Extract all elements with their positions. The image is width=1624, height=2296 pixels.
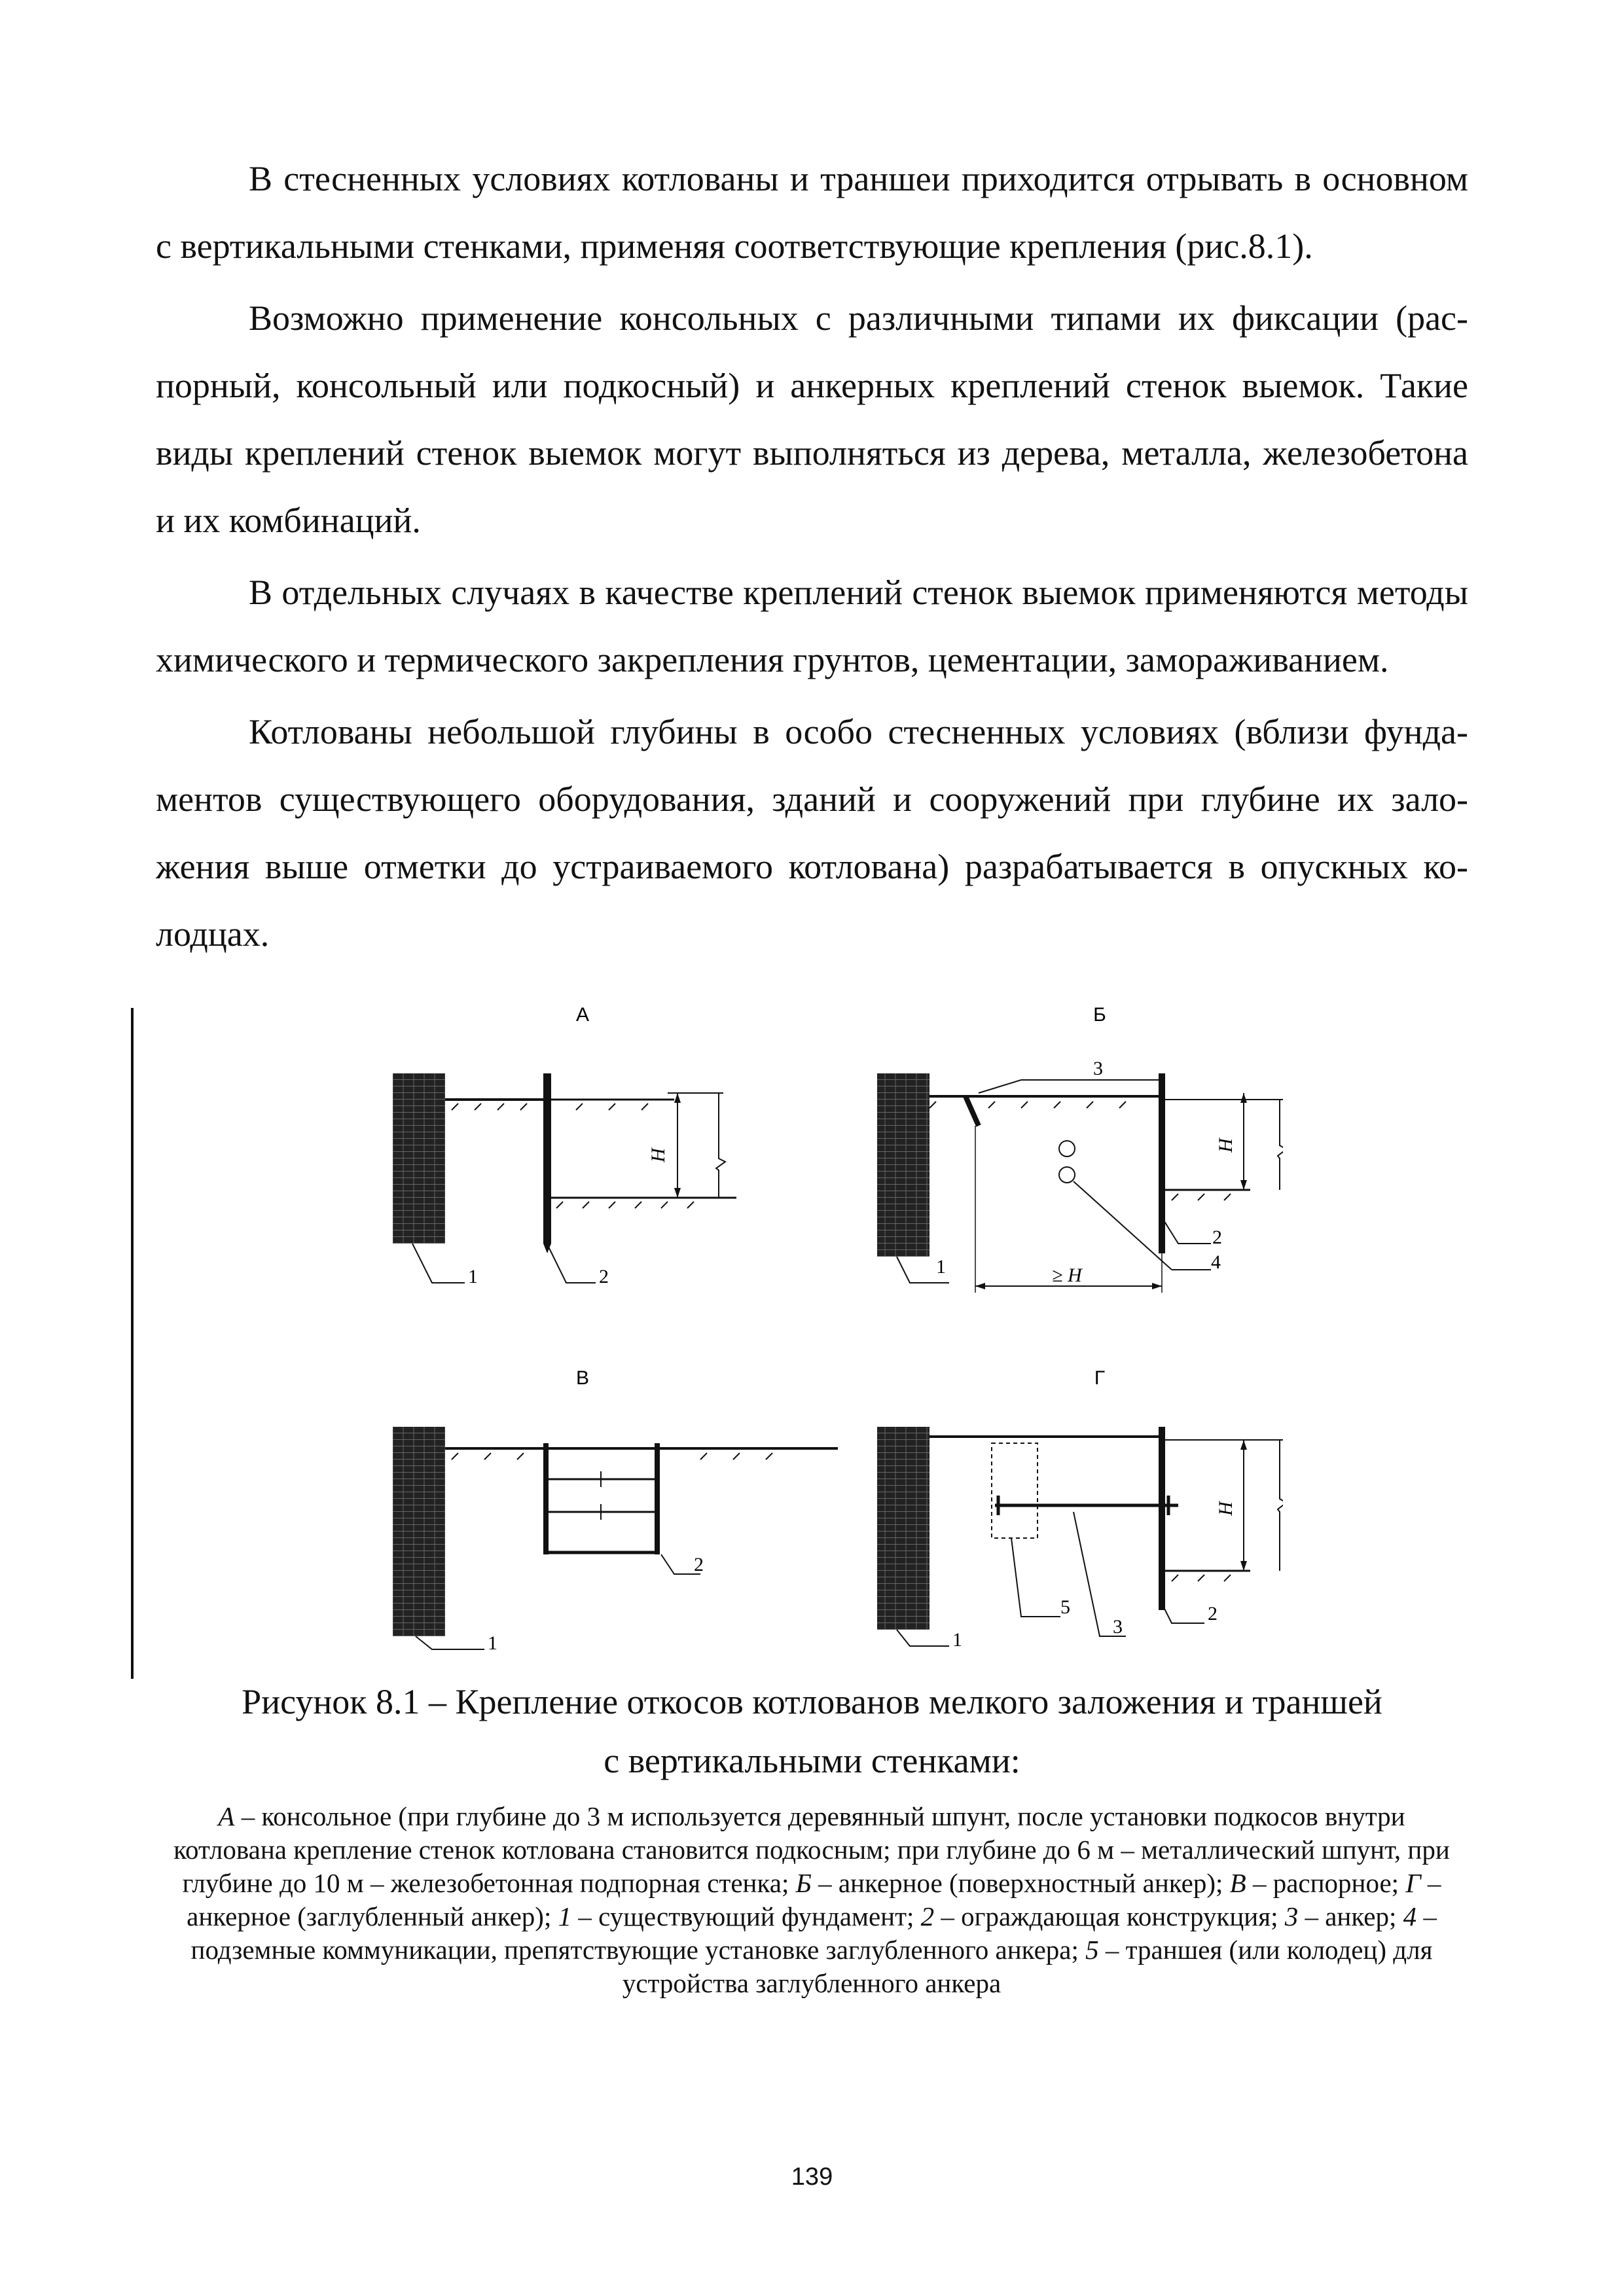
margin-change-bar <box>131 1008 134 1679</box>
panel-a-drawing <box>393 1004 736 1287</box>
panel-a-height-label: H <box>647 1148 669 1162</box>
panel-g-height-label: H <box>1215 1501 1236 1516</box>
legend-key-b: Б <box>795 1868 812 1898</box>
legend-text-2: – ограждающая конструкция; <box>934 1901 1285 1931</box>
panel-g-trench <box>992 1443 1038 1538</box>
legend-key-2: 2 <box>920 1901 935 1931</box>
panel-g-label-2: 2 <box>1208 1603 1218 1624</box>
page-number: 139 <box>791 2163 833 2191</box>
panel-g-label-5: 5 <box>1060 1596 1070 1618</box>
panel-g-drawing <box>877 1367 1283 1651</box>
legend-key-4: 4 <box>1403 1901 1417 1931</box>
panel-b-label-1: 1 <box>936 1256 946 1278</box>
legend-text-5: – траншея (или колодец) для устройства заглубленного анкера <box>622 1935 1433 1998</box>
legend-text-3: – анкер; <box>1298 1901 1403 1931</box>
panel-a-letter: А <box>575 1004 590 1026</box>
panel-a-label-2: 2 <box>599 1266 609 1287</box>
panel-g-foundation <box>877 1427 929 1630</box>
panel-b-label-4: 4 <box>1211 1251 1221 1273</box>
paragraph-4: Котлованы небольшой глубины в особо стесненных условиях (вблизи фундаментов существующего оборудования, зданий и сооружений при глубине их заложения выше отметки до устраиваемого котлована) разрабатывается в опускных колодцах. <box>156 712 1468 954</box>
panel-v-foundation <box>393 1427 445 1636</box>
figure-legend <box>170 1800 1453 2000</box>
figure-caption-line-2: с вертикальными стенками: <box>604 1741 1020 1780</box>
legend-text-b: – анкерное (поверхностный анкер); <box>811 1868 1230 1898</box>
panel-a-foundation <box>393 1073 445 1244</box>
legend-text-1: – существующий фундамент; <box>571 1901 921 1931</box>
legend-text-4: – подземные коммуникации, препятствующие установке заглубленного анкера; <box>190 1901 1437 1965</box>
panel-b-utility-1 <box>1059 1141 1075 1157</box>
panel-b-height-label: H <box>1215 1138 1236 1153</box>
panel-b-label-3: 3 <box>1093 1058 1103 1079</box>
legend-key-a: А <box>218 1801 235 1831</box>
legend-key-g: Г <box>1405 1868 1421 1898</box>
legend-text-v: – распорное; <box>1246 1868 1406 1898</box>
legend-text-a: – консольное (при глубине до 3 м используется деревянный шпунт, после установки подкосов внутри котлована крепление стенок котлована становится подкосным; при глубине до 6 м – металлический шпунт, при глубине до 10 м – железобетонная подпорная стенка; <box>173 1801 1450 1898</box>
panel-b-anchor-plate <box>965 1096 979 1126</box>
legend-key-3: 3 <box>1284 1901 1299 1931</box>
paragraph-3: В отдельных случаях в качестве креплений стенок выемок применяются методы химического и термического закрепления грунтов, цементации, замораживанием. <box>156 573 1468 679</box>
panel-b-letter: Б <box>1093 1004 1106 1026</box>
panel-v-label-1: 1 <box>488 1632 497 1654</box>
panel-g-letter: Г <box>1094 1367 1106 1389</box>
panel-v-left-wall <box>543 1443 549 1554</box>
panel-b-utility-2 <box>1059 1167 1075 1183</box>
paragraph-2: Возможно применение консольных с различными типами их фиксации (распорный, консольный или подкосный) и анкерных креплений стенок выемок. Такие виды креплений стенок выемок могут выполняться из дерева, металла, железобетона и их комбинаций. <box>156 298 1468 540</box>
panel-v-right-wall <box>655 1443 660 1554</box>
figure-8-1 <box>367 995 1283 1662</box>
panel-b-label-2: 2 <box>1212 1227 1222 1248</box>
panel-b-wall <box>1159 1073 1165 1253</box>
figure-caption-line-1: Рисунок 8.1 – Крепление откосов котлованов мелкого заложения и траншей <box>242 1682 1382 1721</box>
panel-b-drawing <box>877 1004 1283 1293</box>
legend-key-v: В <box>1229 1868 1246 1898</box>
paragraph-1: В стесненных условиях котлованы и траншеи приходится отрывать в основном с вертикальными стенками, применяя соответствующие крепления (рис.8.1). <box>156 159 1468 266</box>
panel-a-label-1: 1 <box>468 1266 478 1287</box>
panel-v-label-2: 2 <box>694 1554 704 1575</box>
panel-b-foundation <box>877 1073 929 1257</box>
panel-a-wall <box>543 1073 551 1244</box>
legend-key-5: 5 <box>1085 1935 1099 1965</box>
panel-g-label-1: 1 <box>952 1629 962 1651</box>
body-text <box>156 145 1468 968</box>
panel-g-wall <box>1159 1427 1165 1610</box>
panel-v-letter: В <box>575 1367 590 1389</box>
panel-b-width-label: ≥ H <box>1052 1265 1082 1286</box>
legend-key-1: 1 <box>558 1901 572 1931</box>
legend-text-g: – анкерное (заглубленный анкер); <box>187 1868 1441 1931</box>
panel-v-drawing <box>393 1367 838 1654</box>
panel-g-label-3: 3 <box>1113 1616 1123 1638</box>
